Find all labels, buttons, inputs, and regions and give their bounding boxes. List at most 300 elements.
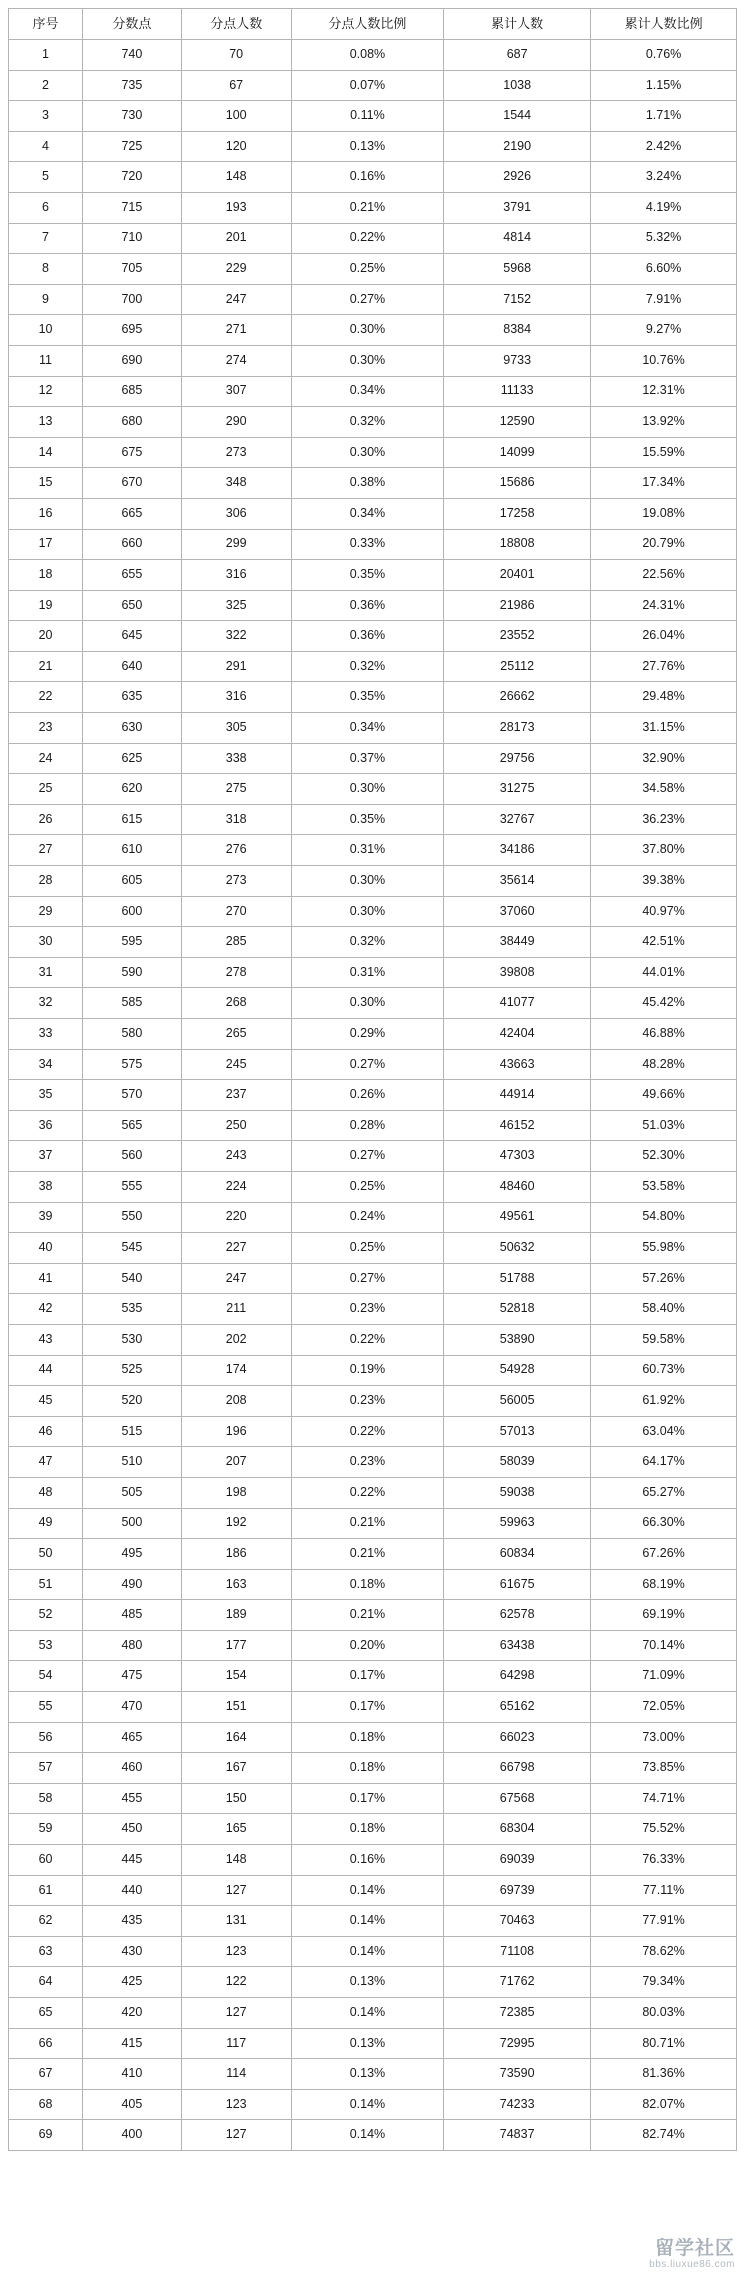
cell-cumulative-ratio: 27.76% [591, 651, 737, 682]
table-row [9, 1814, 737, 1845]
table-row [9, 1202, 737, 1233]
cell-count-ratio: 0.30% [291, 437, 444, 468]
cell-cumulative-ratio: 57.26% [591, 1263, 737, 1294]
cell-count-ratio: 0.17% [291, 1783, 444, 1814]
cell-count: 114 [181, 2059, 291, 2090]
cell-index: 69 [9, 2120, 83, 2151]
column-header-cumulative-ratio: 累计人数比例 [591, 9, 737, 40]
table-row [9, 345, 737, 376]
cell-count-ratio: 0.13% [291, 2059, 444, 2090]
column-header-index: 序号 [9, 9, 83, 40]
table-row [9, 101, 737, 132]
cell-index: 59 [9, 1814, 83, 1845]
cell-count-ratio: 0.31% [291, 957, 444, 988]
table-row [9, 1171, 737, 1202]
cell-index: 20 [9, 621, 83, 652]
cell-count-ratio: 0.35% [291, 804, 444, 835]
cell-cumulative: 1544 [444, 101, 591, 132]
cell-index: 40 [9, 1233, 83, 1264]
table-row [9, 560, 737, 591]
cell-cumulative-ratio: 80.71% [591, 2028, 737, 2059]
cell-index: 8 [9, 254, 83, 285]
cell-cumulative-ratio: 36.23% [591, 804, 737, 835]
cell-count-ratio: 0.14% [291, 1936, 444, 1967]
cell-cumulative: 1038 [444, 70, 591, 101]
cell-count-ratio: 0.30% [291, 896, 444, 927]
cell-count: 189 [181, 1600, 291, 1631]
cell-index: 44 [9, 1355, 83, 1386]
cell-count-ratio: 0.21% [291, 1508, 444, 1539]
cell-count: 186 [181, 1539, 291, 1570]
cell-count-ratio: 0.30% [291, 866, 444, 897]
cell-index: 24 [9, 743, 83, 774]
cell-count-ratio: 0.27% [291, 284, 444, 315]
table-row [9, 988, 737, 1019]
cell-count: 306 [181, 498, 291, 529]
table-row [9, 1845, 737, 1876]
cell-cumulative-ratio: 49.66% [591, 1080, 737, 1111]
cell-score: 510 [83, 1447, 182, 1478]
table-row [9, 1692, 737, 1723]
cell-count: 307 [181, 376, 291, 407]
cell-index: 58 [9, 1783, 83, 1814]
cell-cumulative-ratio: 71.09% [591, 1661, 737, 1692]
cell-count-ratio: 0.16% [291, 1845, 444, 1876]
cell-cumulative-ratio: 37.80% [591, 835, 737, 866]
cell-count-ratio: 0.32% [291, 651, 444, 682]
cell-index: 30 [9, 927, 83, 958]
cell-count: 245 [181, 1049, 291, 1080]
cell-cumulative-ratio: 66.30% [591, 1508, 737, 1539]
cell-score: 575 [83, 1049, 182, 1080]
cell-score: 410 [83, 2059, 182, 2090]
cell-cumulative: 7152 [444, 284, 591, 315]
cell-count-ratio: 0.34% [291, 713, 444, 744]
cell-cumulative-ratio: 64.17% [591, 1447, 737, 1478]
table-body [9, 40, 737, 2151]
cell-count: 193 [181, 192, 291, 223]
cell-score: 540 [83, 1263, 182, 1294]
cell-score: 490 [83, 1569, 182, 1600]
cell-cumulative: 39808 [444, 957, 591, 988]
cell-count: 67 [181, 70, 291, 101]
cell-score: 450 [83, 1814, 182, 1845]
cell-score: 620 [83, 774, 182, 805]
table-row [9, 896, 737, 927]
cell-count: 70 [181, 40, 291, 71]
cell-score: 690 [83, 345, 182, 376]
cell-cumulative: 14099 [444, 437, 591, 468]
table-row [9, 1386, 737, 1417]
cell-score: 545 [83, 1233, 182, 1264]
cell-score: 465 [83, 1722, 182, 1753]
cell-score: 470 [83, 1692, 182, 1723]
cell-count-ratio: 0.17% [291, 1692, 444, 1723]
cell-count-ratio: 0.36% [291, 621, 444, 652]
cell-count-ratio: 0.23% [291, 1294, 444, 1325]
cell-cumulative-ratio: 74.71% [591, 1783, 737, 1814]
watermark-site-name: 留学社区 [654, 2238, 735, 2259]
cell-count: 268 [181, 988, 291, 1019]
cell-cumulative: 49561 [444, 1202, 591, 1233]
cell-score: 495 [83, 1539, 182, 1570]
cell-count-ratio: 0.30% [291, 315, 444, 346]
cell-cumulative-ratio: 63.04% [591, 1416, 737, 1447]
cell-cumulative-ratio: 46.88% [591, 1019, 737, 1050]
cell-cumulative: 57013 [444, 1416, 591, 1447]
cell-count: 250 [181, 1110, 291, 1141]
table-row [9, 437, 737, 468]
cell-index: 41 [9, 1263, 83, 1294]
table-row [9, 223, 737, 254]
cell-score: 700 [83, 284, 182, 315]
cell-count-ratio: 0.14% [291, 1906, 444, 1937]
cell-count: 274 [181, 345, 291, 376]
table-row [9, 1661, 737, 1692]
cell-score: 630 [83, 713, 182, 744]
cell-score: 475 [83, 1661, 182, 1692]
cell-count-ratio: 0.20% [291, 1630, 444, 1661]
cell-count-ratio: 0.13% [291, 1967, 444, 1998]
cell-count: 348 [181, 468, 291, 499]
cell-count-ratio: 0.31% [291, 835, 444, 866]
cell-cumulative-ratio: 53.58% [591, 1171, 737, 1202]
cell-index: 9 [9, 284, 83, 315]
cell-score: 405 [83, 2089, 182, 2120]
cell-count: 123 [181, 2089, 291, 2120]
cell-count: 247 [181, 1263, 291, 1294]
cell-score: 480 [83, 1630, 182, 1661]
cell-index: 15 [9, 468, 83, 499]
table-row [9, 1539, 737, 1570]
cell-cumulative-ratio: 52.30% [591, 1141, 737, 1172]
cell-index: 61 [9, 1875, 83, 1906]
cell-count: 192 [181, 1508, 291, 1539]
cell-index: 5 [9, 162, 83, 193]
cell-count: 202 [181, 1324, 291, 1355]
cell-count: 208 [181, 1386, 291, 1417]
cell-cumulative-ratio: 26.04% [591, 621, 737, 652]
cell-score: 605 [83, 866, 182, 897]
cell-index: 55 [9, 1692, 83, 1723]
cell-count: 165 [181, 1814, 291, 1845]
table-row [9, 1936, 737, 1967]
cell-index: 26 [9, 804, 83, 835]
cell-cumulative-ratio: 40.97% [591, 896, 737, 927]
cell-cumulative: 26662 [444, 682, 591, 713]
cell-count-ratio: 0.27% [291, 1141, 444, 1172]
cell-cumulative-ratio: 78.62% [591, 1936, 737, 1967]
table-row [9, 1416, 737, 1447]
cell-count: 117 [181, 2028, 291, 2059]
cell-cumulative-ratio: 1.15% [591, 70, 737, 101]
cell-score: 625 [83, 743, 182, 774]
cell-count-ratio: 0.30% [291, 988, 444, 1019]
cell-count-ratio: 0.34% [291, 498, 444, 529]
table-row [9, 1569, 737, 1600]
cell-cumulative: 32767 [444, 804, 591, 835]
cell-count-ratio: 0.23% [291, 1386, 444, 1417]
cell-count-ratio: 0.14% [291, 1998, 444, 2029]
cell-score: 600 [83, 896, 182, 927]
cell-count-ratio: 0.21% [291, 1539, 444, 1570]
cell-index: 13 [9, 407, 83, 438]
cell-count-ratio: 0.18% [291, 1722, 444, 1753]
cell-cumulative-ratio: 75.52% [591, 1814, 737, 1845]
cell-cumulative: 46152 [444, 1110, 591, 1141]
column-header-score: 分数点 [83, 9, 182, 40]
cell-index: 36 [9, 1110, 83, 1141]
cell-score: 550 [83, 1202, 182, 1233]
cell-count: 220 [181, 1202, 291, 1233]
cell-score: 560 [83, 1141, 182, 1172]
cell-score: 650 [83, 590, 182, 621]
cell-index: 47 [9, 1447, 83, 1478]
cell-cumulative-ratio: 82.07% [591, 2089, 737, 2120]
cell-index: 60 [9, 1845, 83, 1876]
cell-count-ratio: 0.34% [291, 376, 444, 407]
cell-index: 39 [9, 1202, 83, 1233]
cell-count: 163 [181, 1569, 291, 1600]
table-row [9, 1355, 737, 1386]
cell-score: 520 [83, 1386, 182, 1417]
cell-cumulative-ratio: 60.73% [591, 1355, 737, 1386]
cell-index: 68 [9, 2089, 83, 2120]
cell-index: 7 [9, 223, 83, 254]
cell-score: 590 [83, 957, 182, 988]
cell-count-ratio: 0.22% [291, 1416, 444, 1447]
table-row [9, 131, 737, 162]
cell-count: 305 [181, 713, 291, 744]
cell-cumulative-ratio: 82.74% [591, 2120, 737, 2151]
cell-count-ratio: 0.32% [291, 407, 444, 438]
cell-index: 65 [9, 1998, 83, 2029]
cell-cumulative-ratio: 0.76% [591, 40, 737, 71]
cell-cumulative-ratio: 15.59% [591, 437, 737, 468]
table-row [9, 835, 737, 866]
cell-cumulative: 29756 [444, 743, 591, 774]
cell-cumulative: 11133 [444, 376, 591, 407]
cell-count-ratio: 0.18% [291, 1753, 444, 1784]
cell-score: 430 [83, 1936, 182, 1967]
cell-score: 565 [83, 1110, 182, 1141]
cell-cumulative: 43663 [444, 1049, 591, 1080]
cell-score: 425 [83, 1967, 182, 1998]
cell-index: 54 [9, 1661, 83, 1692]
cell-score: 595 [83, 927, 182, 958]
cell-count: 201 [181, 223, 291, 254]
cell-cumulative: 15686 [444, 468, 591, 499]
cell-index: 38 [9, 1171, 83, 1202]
cell-count: 151 [181, 1692, 291, 1723]
cell-count-ratio: 0.23% [291, 1447, 444, 1478]
cell-cumulative-ratio: 67.26% [591, 1539, 737, 1570]
cell-cumulative-ratio: 3.24% [591, 162, 737, 193]
cell-cumulative-ratio: 44.01% [591, 957, 737, 988]
cell-cumulative-ratio: 10.76% [591, 345, 737, 376]
cell-count: 316 [181, 682, 291, 713]
cell-score: 585 [83, 988, 182, 1019]
cell-count: 211 [181, 1294, 291, 1325]
cell-cumulative: 17258 [444, 498, 591, 529]
cell-count: 273 [181, 866, 291, 897]
cell-count-ratio: 0.33% [291, 529, 444, 560]
table-row [9, 804, 737, 835]
table-row [9, 1294, 737, 1325]
cell-cumulative: 25112 [444, 651, 591, 682]
cell-cumulative: 72995 [444, 2028, 591, 2059]
cell-cumulative: 72385 [444, 1998, 591, 2029]
cell-count-ratio: 0.16% [291, 162, 444, 193]
table-row [9, 315, 737, 346]
cell-cumulative: 44914 [444, 1080, 591, 1111]
cell-index: 34 [9, 1049, 83, 1080]
cell-count: 224 [181, 1171, 291, 1202]
cell-cumulative: 52818 [444, 1294, 591, 1325]
cell-index: 27 [9, 835, 83, 866]
cell-count-ratio: 0.13% [291, 2028, 444, 2059]
cell-count-ratio: 0.29% [291, 1019, 444, 1050]
cell-count-ratio: 0.37% [291, 743, 444, 774]
cell-cumulative: 20401 [444, 560, 591, 591]
cell-cumulative-ratio: 19.08% [591, 498, 737, 529]
cell-cumulative-ratio: 1.71% [591, 101, 737, 132]
cell-cumulative-ratio: 22.56% [591, 560, 737, 591]
cell-count: 278 [181, 957, 291, 988]
cell-cumulative-ratio: 77.91% [591, 1906, 737, 1937]
cell-score: 705 [83, 254, 182, 285]
cell-index: 52 [9, 1600, 83, 1631]
cell-count: 174 [181, 1355, 291, 1386]
cell-cumulative: 73590 [444, 2059, 591, 2090]
cell-count: 270 [181, 896, 291, 927]
table-header [9, 9, 737, 40]
table-row [9, 376, 737, 407]
cell-score: 710 [83, 223, 182, 254]
column-header-count-ratio: 分点人数比例 [291, 9, 444, 40]
cell-count: 100 [181, 101, 291, 132]
cell-cumulative-ratio: 17.34% [591, 468, 737, 499]
cell-cumulative-ratio: 7.91% [591, 284, 737, 315]
cell-index: 66 [9, 2028, 83, 2059]
cell-score: 680 [83, 407, 182, 438]
cell-count: 198 [181, 1477, 291, 1508]
cell-cumulative-ratio: 61.92% [591, 1386, 737, 1417]
table-row [9, 468, 737, 499]
cell-index: 67 [9, 2059, 83, 2090]
cell-cumulative: 61675 [444, 1569, 591, 1600]
table-row [9, 1998, 737, 2029]
cell-cumulative: 687 [444, 40, 591, 71]
cell-index: 56 [9, 1722, 83, 1753]
cell-cumulative-ratio: 65.27% [591, 1477, 737, 1508]
table-row [9, 713, 737, 744]
cell-cumulative-ratio: 70.14% [591, 1630, 737, 1661]
table-row [9, 1508, 737, 1539]
cell-cumulative: 58039 [444, 1447, 591, 1478]
table-row [9, 1875, 737, 1906]
cell-cumulative: 69739 [444, 1875, 591, 1906]
cell-index: 64 [9, 1967, 83, 1998]
cell-cumulative-ratio: 5.32% [591, 223, 737, 254]
cell-count-ratio: 0.25% [291, 1233, 444, 1264]
table-row [9, 2059, 737, 2090]
cell-score: 515 [83, 1416, 182, 1447]
cell-cumulative: 35614 [444, 866, 591, 897]
cell-cumulative: 8384 [444, 315, 591, 346]
table-row [9, 1110, 737, 1141]
cell-score: 435 [83, 1906, 182, 1937]
cell-count: 148 [181, 1845, 291, 1876]
table-row [9, 957, 737, 988]
cell-score: 460 [83, 1753, 182, 1784]
cell-cumulative: 34186 [444, 835, 591, 866]
cell-count: 299 [181, 529, 291, 560]
cell-score: 720 [83, 162, 182, 193]
table-row [9, 254, 737, 285]
table-row [9, 498, 737, 529]
cell-count: 196 [181, 1416, 291, 1447]
cell-score: 535 [83, 1294, 182, 1325]
cell-cumulative: 2926 [444, 162, 591, 193]
cell-score: 685 [83, 376, 182, 407]
cell-count: 322 [181, 621, 291, 652]
cell-cumulative-ratio: 80.03% [591, 1998, 737, 2029]
cell-score: 740 [83, 40, 182, 71]
table-row [9, 1324, 737, 1355]
cell-count: 131 [181, 1906, 291, 1937]
cell-index: 17 [9, 529, 83, 560]
cell-count: 177 [181, 1630, 291, 1661]
table-row [9, 621, 737, 652]
column-header-count: 分点人数 [181, 9, 291, 40]
cell-index: 53 [9, 1630, 83, 1661]
cell-score: 660 [83, 529, 182, 560]
table-row [9, 2089, 737, 2120]
table-row [9, 1722, 737, 1753]
cell-cumulative: 50632 [444, 1233, 591, 1264]
cell-index: 43 [9, 1324, 83, 1355]
table-row [9, 162, 737, 193]
cell-score: 445 [83, 1845, 182, 1876]
cell-cumulative: 21986 [444, 590, 591, 621]
cell-count-ratio: 0.25% [291, 254, 444, 285]
cell-count: 229 [181, 254, 291, 285]
cell-count: 265 [181, 1019, 291, 1050]
cell-cumulative: 74233 [444, 2089, 591, 2120]
cell-cumulative: 71108 [444, 1936, 591, 1967]
cell-cumulative-ratio: 13.92% [591, 407, 737, 438]
cell-count-ratio: 0.14% [291, 2120, 444, 2151]
cell-cumulative: 67568 [444, 1783, 591, 1814]
cell-cumulative-ratio: 42.51% [591, 927, 737, 958]
cell-cumulative-ratio: 55.98% [591, 1233, 737, 1264]
cell-score: 615 [83, 804, 182, 835]
table-row [9, 1019, 737, 1050]
cell-count: 164 [181, 1722, 291, 1753]
cell-cumulative: 41077 [444, 988, 591, 1019]
cell-index: 23 [9, 713, 83, 744]
cell-cumulative-ratio: 12.31% [591, 376, 737, 407]
cell-cumulative: 48460 [444, 1171, 591, 1202]
cell-score: 525 [83, 1355, 182, 1386]
cell-cumulative-ratio: 51.03% [591, 1110, 737, 1141]
table-row [9, 590, 737, 621]
cell-score: 730 [83, 101, 182, 132]
cell-cumulative-ratio: 34.58% [591, 774, 737, 805]
cell-cumulative: 23552 [444, 621, 591, 652]
cell-count: 167 [181, 1753, 291, 1784]
